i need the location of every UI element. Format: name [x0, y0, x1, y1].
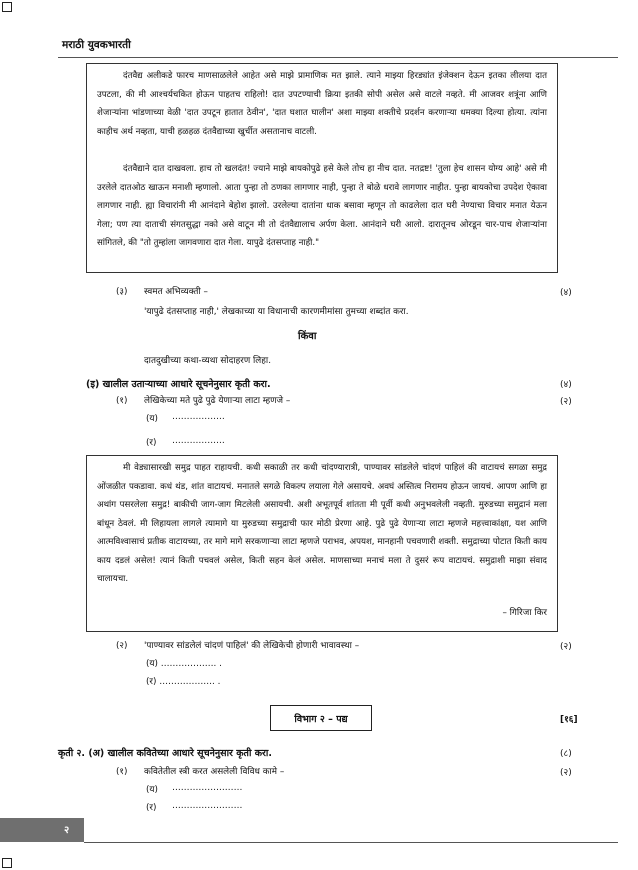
- question-i-marks: (४): [560, 380, 572, 390]
- q2-answer-b: (र) ………………. .: [146, 677, 221, 687]
- q3-question: 'यापुढे दंतसप्ताह नाही,' लेखकाच्या या विधानाची कारणमीमांसा तुमच्या शब्दांत करा.: [144, 307, 409, 317]
- or-divider: किंवा: [298, 331, 317, 342]
- crop-mark-bottom-left: [2, 858, 12, 868]
- question-i-sub1-text: लेखिकेच्या मते पुढे पुढे येणाऱ्या लाटा म्हणजे –: [144, 396, 291, 406]
- question-i-heading: (इ) खालील उताऱ्याच्या आधारे सूचनेनुसार कृती करा.: [86, 379, 271, 390]
- section-marks: [१६]: [560, 715, 578, 725]
- q2-answer-a: (य) ………………. .: [146, 659, 222, 669]
- kruti-2-answer-b-label: (र): [146, 803, 157, 813]
- kruti-2-sub1-text: कवितेतील स्त्री करत असलेली विविध कामे –: [144, 767, 285, 777]
- kruti-2-sub1-marks: (२): [560, 768, 572, 778]
- section-heading-box: [270, 705, 372, 731]
- answer-a-label: (य): [146, 414, 158, 424]
- footer-bar: [0, 818, 84, 842]
- q2-marks: (२): [560, 642, 572, 652]
- crop-mark-top-left: [2, 2, 12, 12]
- q2-question: 'पाण्यावर सांडलेलं चांदणं पाहिलं' की लेखिकेची होणारी भावावस्था –: [144, 641, 360, 651]
- question-i-sub1-marks: (२): [560, 397, 572, 407]
- q3-alternative: दातदुखीच्या कथा-व्यथा सोदाहरण लिहा.: [144, 356, 271, 366]
- kruti-2-marks: (८): [560, 749, 572, 759]
- answer-b-blank: ………………: [172, 436, 225, 446]
- book-title: मराठी युवकभारती: [62, 39, 131, 51]
- q2-number: (२): [116, 641, 128, 651]
- section-heading: विभाग २ – पद्य: [294, 713, 348, 725]
- q3-number: (३): [116, 287, 128, 297]
- q3-marks: (४): [560, 288, 572, 298]
- passage-2-paragraph: मी वेड्यासारखी समुद्र पाहत राहायची. कधी सकाळी तर कधी चांदण्यारात्री, पाण्यावर सांडलेले चांदणं पाहिलं की वाटायचं सगळा समुद्र ओंजळीत पकडावा. कधं थंड, शांत वाटायचं. मनातले सगळे विकल्प लयाला गेले असायचे. अवघं अस्तित्व निरामय होऊन जायचं. आपण आणि हा अथांग पसरलेला समुद्र! बाकीची जाग-जाग मिटलेली असायची. अशी अभूतपूर्व शांतता मी पूर्वी कधी अनुभवलेली नव्हती. मुरुडच्या समुद्रानं मला बांधून ठेवलं. मी लिहायला लागले त्यामागे या मुरुडच्या समुद्राची फार मोठी प्रेरणा आहे. पुढे पुढे येणाऱ्या लाटा म्हणजे महत्त्वाकांक्षा, यश आणि आत्मविश्वासाचं प्रतीक वाटायच्या, तर मागे मागे सरकणाऱ्या लाटा म्हणजे पराभव, अपयश, मानहानी पचवणारी शक्ती. समुद्राच्या पोटात किती काय काय दडलं असेल! त्यानं किती पचवलं असेल, किती सहन केलं असेल. माणसाच्या मनाचं मला ते दुसरं रूप वाटायचं. समुद्राशी माझा संवाद चालायचा.: [97, 463, 547, 584]
- kruti-2-answer-a-blank: ……………………: [172, 783, 243, 793]
- passage-box-2: [86, 455, 558, 632]
- kruti-2-answer-b-blank: ……………………: [172, 801, 243, 811]
- question-i-sub1-number: (१): [116, 396, 128, 406]
- kruti-2-heading: कृती २. (अ) खालील कवितेच्या आधारे सूचनेनुसार कृती करा.: [58, 748, 272, 759]
- q3-title: स्वमत अभिव्यक्ती –: [144, 287, 208, 297]
- passage-1-paragraph-2: दंतवैद्याने दात दाखवला. हाच तो खलदंत! ज्याने माझे बायकोपुढे हसे केले तोच हा नीच दात. नतद्रष्ट! 'तुला हेच शासन योग्य आहे' असे मी उरलेले दातओठ खाऊन मनाशी म्हणालो. आता पुन्हा तो ठणका लागणार नाही, पुन्हा ते बोळे धरावे लागणार नाहीत. पुन्हा बायकोचा उपदेश ऐकावा लागणार नाही. ह्या विचारांनी मी आनंदाने बेहोश झालो. उरलेल्या दातांना धाक बसावा म्हणून तो काढलेला दात घरी नेण्याचा विचार मनात येऊन गेला; पण त्या दाताची संगतसुद्धा नको असे वाटून मी तो दंतवैद्यालाच अर्पण केला. आनंदाने घरी आलो. दारातूनच ओरडून चार-पाच शेजाऱ्यांना सांगितले, की "तो तुम्हांला जागवणारा दात गेला. यापुढे दंतसप्ताह नाही.": [97, 164, 547, 248]
- answer-b-label: (र): [146, 438, 157, 448]
- footer-rule: [84, 842, 618, 843]
- passage-box-1: [86, 63, 558, 273]
- kruti-2-answer-a-label: (य): [146, 785, 158, 795]
- header-rule: [58, 57, 618, 58]
- page-number: २: [64, 825, 70, 836]
- passage-1-paragraph-1: दंतवैद्य अलीकडे फारच माणसाळलेले आहेत असे माझे प्रामाणिक मत झाले. त्याने माझ्या हिरड्यांत इंजेक्शन देऊन इतका लीलया दात उपटला, की मी आश्चर्यचकित होऊन पाहतच राहिलो! दात उपटण्याची क्रिया इतकी सोपी असेल असे वाटले नव्हते. मी आजवर शत्रूंना आणि शेजाऱ्यांना भांडणाच्या वेळी 'दात उपटून हातात ठेवीन', 'दात घशात घालीन' अशा माझ्या शक्तीचे प्रदर्शन करणाऱ्या धमक्या दिल्या होत्या. त्यांना काहीच अर्थ नव्हता, याची हळहळ दंतवैद्याच्या खुर्चीत असतानाच वाटली.: [97, 71, 547, 137]
- kruti-2-sub1-number: (१): [116, 767, 128, 777]
- answer-a-blank: ………………: [172, 412, 225, 422]
- passage-2-author: – गिरिजा किर: [502, 608, 547, 618]
